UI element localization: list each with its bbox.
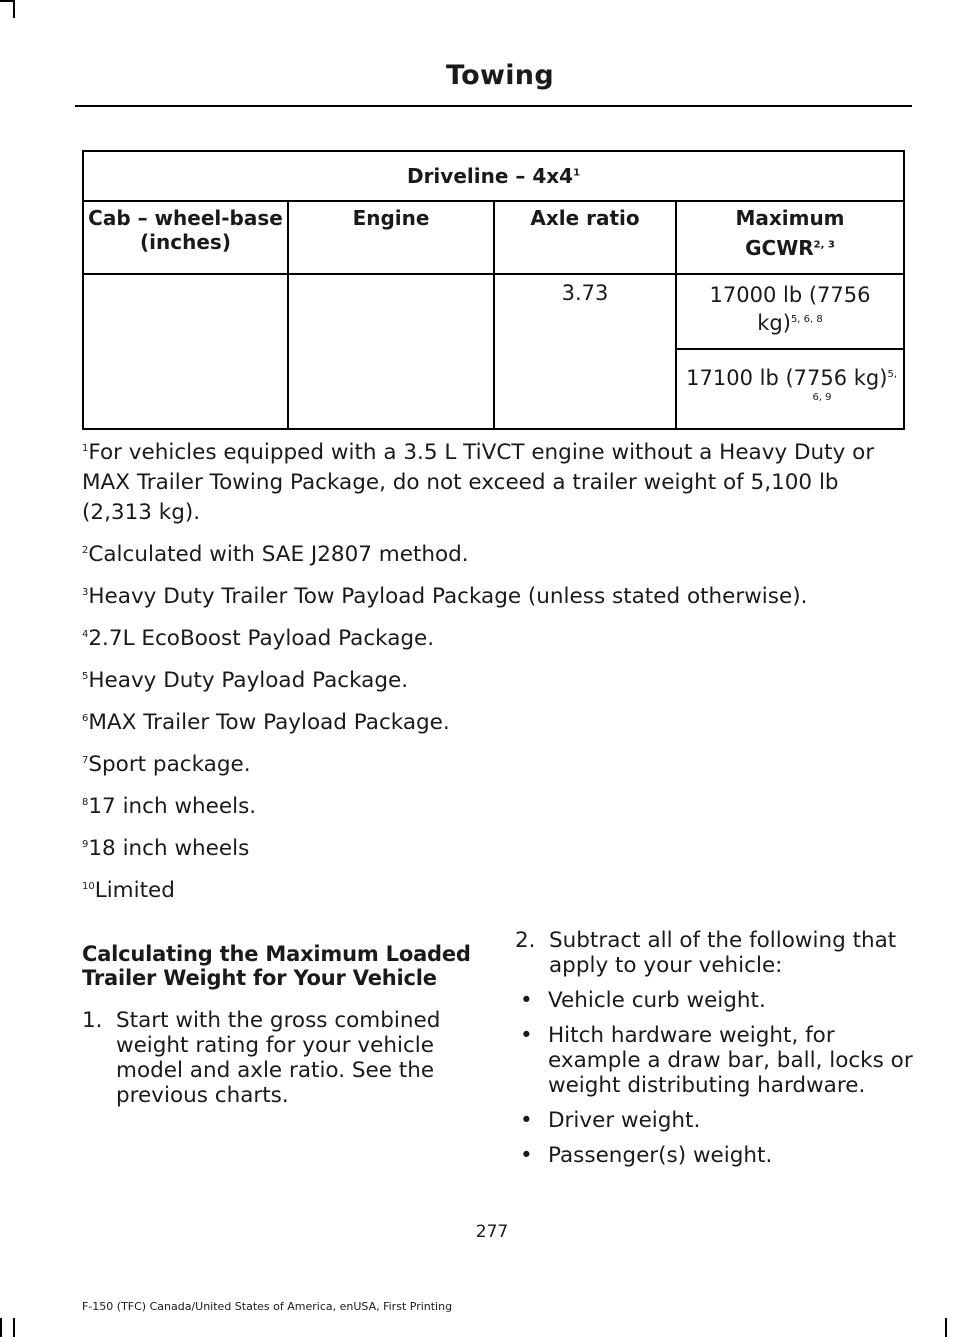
footnotes (82, 438, 912, 918)
footnote-number: 2 (82, 544, 89, 556)
footnote-text: Heavy Duty Trailer Tow Payload Package (unless stated otherwise). (88, 584, 808, 609)
gcwr-value-cont: kg) (757, 311, 791, 335)
list-item-text: Driver weight. (548, 1108, 701, 1133)
header-max-line1: Maximum (735, 206, 845, 230)
title-divider (75, 105, 912, 107)
header-max-line2: GCWR (745, 236, 814, 260)
footnote-number: 3 (82, 586, 89, 598)
footnote (82, 876, 912, 906)
footnote-text: Limited (94, 878, 175, 903)
table-caption-footnote: 1 (573, 167, 581, 179)
footnote (82, 708, 912, 738)
footnote-number: 6 (82, 712, 89, 724)
footnote (82, 582, 912, 612)
footnote-text: For vehicles equipped with a 3.5 L TiVCT engine without a Heavy Duty or MAX Trailer Towing Package, do not exceed a trailer weight of 5,100 lb (2,313 kg). (82, 440, 875, 525)
step-item (82, 1008, 482, 1108)
header-max-footnote: 2, 3 (813, 239, 835, 251)
list-item-text: Hitch hardware weight, for example a draw bar, ball, locks or weight distributing hardware. (548, 1023, 913, 1098)
gcwr-footnote: 5, 6, 8 (790, 314, 823, 325)
footnote-text: MAX Trailer Tow Payload Package. (88, 710, 450, 735)
bullet: • (520, 1108, 533, 1133)
header-cab-wheelbase: Cab – wheel-base (inches) (83, 201, 288, 274)
list-item (515, 1023, 915, 1098)
header-maximum-gcwr (676, 201, 904, 274)
crop-mark (0, 1318, 2, 1337)
step-item (515, 928, 915, 978)
footnote-number: 10 (82, 880, 95, 892)
footnote (82, 438, 912, 528)
section-heading: Calculating the Maximum Loaded Trailer Weight for Your Vehicle (82, 942, 471, 990)
bullet: • (520, 1023, 533, 1048)
driveline-table (82, 150, 905, 430)
cell-axle-ratio: 3.73 (494, 274, 676, 429)
footnote-text: Heavy Duty Payload Package. (88, 668, 409, 693)
footnote-text: 17 inch wheels. (88, 794, 257, 819)
page-number: 277 (475, 1222, 509, 1242)
bullet: • (520, 1143, 533, 1168)
footnote (82, 540, 912, 570)
crop-mark (13, 0, 15, 18)
gcwr-value: 17100 lb (7756 kg) (686, 366, 888, 390)
footnote (82, 834, 912, 864)
list-item-text: Vehicle curb weight. (548, 988, 766, 1013)
cell-cab (83, 274, 288, 429)
table-row (83, 274, 904, 349)
footnote-number: 7 (82, 754, 89, 766)
step-number: 1. (82, 1008, 103, 1033)
cell-gcwr (676, 274, 904, 349)
print-line: F-150 (TFC) Canada/United States of America, enUSA, First Printing (82, 1300, 453, 1313)
list-item (515, 1108, 915, 1133)
cell-gcwr (676, 349, 904, 429)
bullet: • (520, 988, 533, 1013)
list-item (515, 1143, 915, 1168)
right-column (515, 928, 915, 1168)
footnote-number: 5 (82, 670, 89, 682)
gcwr-footnote: 5, (887, 369, 897, 380)
footnote-text: 2.7L EcoBoost Payload Package. (88, 626, 435, 651)
cell-engine (288, 274, 494, 429)
footnote (82, 750, 912, 780)
step-number: 2. (515, 928, 536, 953)
crop-mark (945, 1318, 947, 1337)
page-title: Towing (446, 60, 554, 91)
header-engine: Engine (288, 201, 494, 274)
table-caption (83, 151, 904, 201)
footnote-number: 9 (82, 838, 89, 850)
footnote-number: 1 (82, 442, 89, 454)
step-text: Subtract all of the following that apply to your vehicle: (549, 928, 897, 978)
footnote-number: 8 (82, 796, 89, 808)
gcwr-footnote-cont: 6, 9 (812, 392, 832, 403)
gcwr-value: 17000 lb (7756 (709, 283, 871, 307)
step-text: Start with the gross combined weight rating for your vehicle model and axle ratio. See the previous charts. (116, 1008, 441, 1108)
footnote (82, 624, 912, 654)
footnote (82, 792, 912, 822)
table-caption-text: Driveline – 4x4 (406, 164, 574, 188)
footnote-text: Calculated with SAE J2807 method. (88, 542, 469, 567)
footnote-text: Sport package. (88, 752, 251, 777)
footnote-number: 4 (82, 628, 89, 640)
footnote-text: 18 inch wheels (88, 836, 250, 861)
list-item (515, 988, 915, 1013)
header-axle-ratio: Axle ratio (494, 201, 676, 274)
list-item-text: Passenger(s) weight. (548, 1143, 773, 1168)
crop-mark (13, 1318, 15, 1337)
crop-mark (0, 0, 13, 2)
left-column (82, 942, 482, 1108)
footnote (82, 666, 912, 696)
